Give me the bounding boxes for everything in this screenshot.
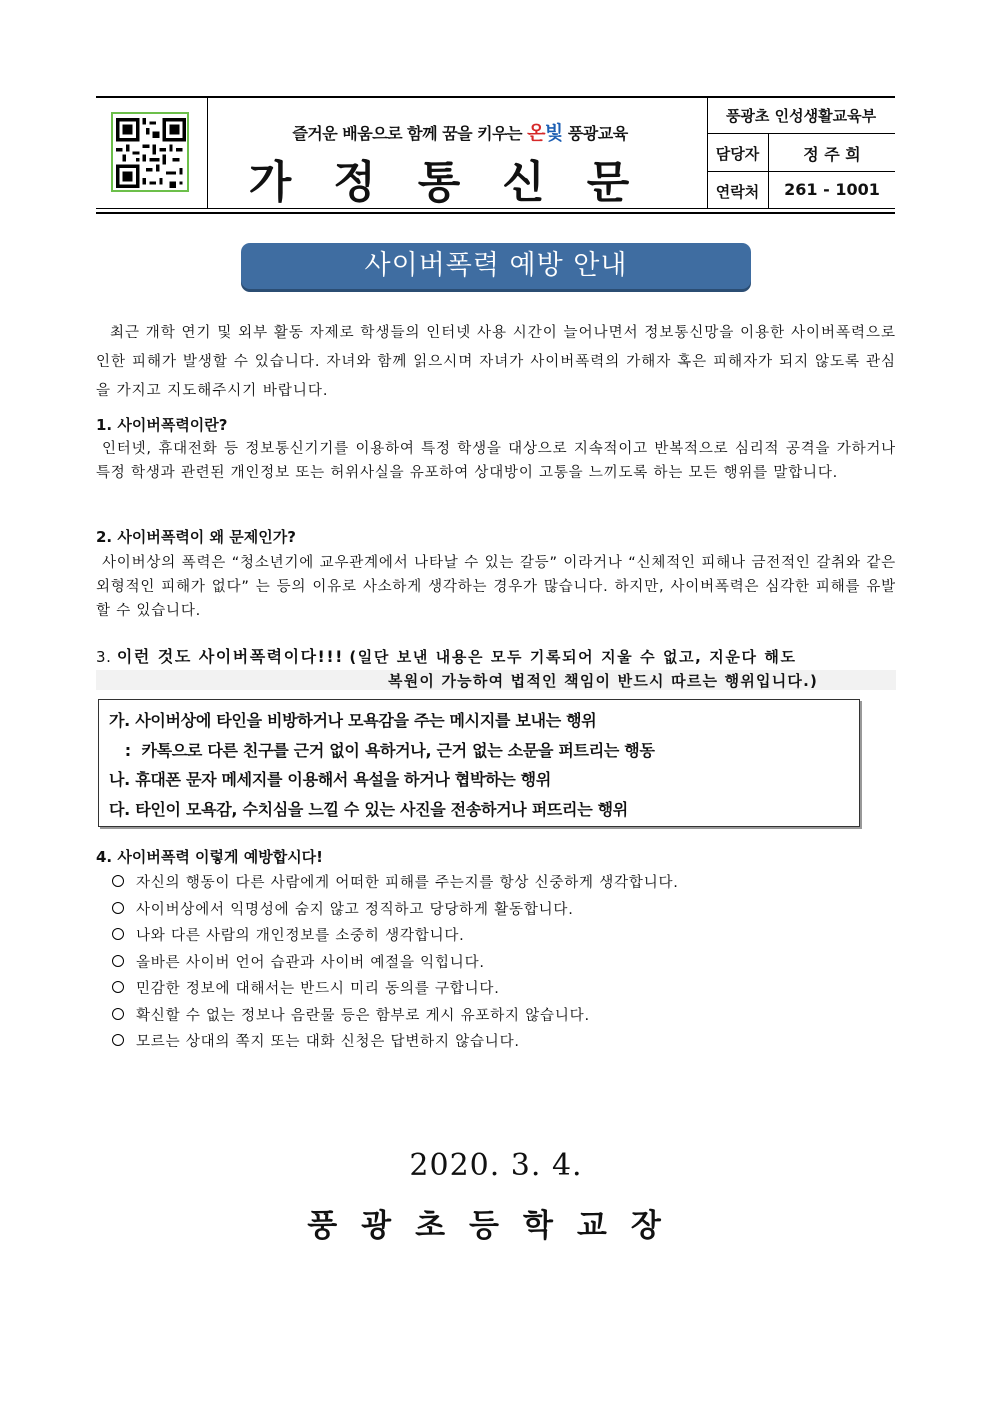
circle-bullet-icon [112,875,124,887]
section-3-note-line2: 복원이 가능하여 법적인 책임이 반드시 따르는 행위입니다.) [388,672,819,690]
slogan-bit: 빛 [544,122,563,144]
tip-item [112,950,679,977]
tip-item [112,897,679,924]
cyber-violence-examples-box [98,699,860,827]
tip-item [112,1003,679,1030]
tip-item [112,923,679,950]
contact-number: 261 - 1001 [784,180,880,199]
header-top-rule [96,96,895,98]
header-dept: 풍광초 인성생활교육부 [725,107,877,125]
slogan-on: 온 [527,122,545,144]
section-3-number: 3. [96,648,117,666]
section-2-body: 사이버상의 폭력은 “청소년기에 교우관계에서 나타날 수 있는 갈등” 이라거나 “신체적인 피해나 금전적인 갈취와 같은 외형적인 피해가 없다” 는 등의 이유로 사소하게 생각하는 경우가 많습니다. 하지만, 사이버폭력은 심각한 피해를 유발할 수 있습니다. [96,555,896,619]
manager-name: 정 주 희 [803,145,861,164]
section-3-note-line1: (일단 보낸 내용은 모두 기록되어 지울 수 없고, 지운다 해도 [349,648,797,666]
header-table-row-rule [707,171,895,172]
manager-label: 담당자 [715,145,760,163]
section-4-heading [96,846,323,867]
example-item: : 카톡으로 다른 친구를 근거 없이 욕하거나, 근거 없는 소문을 퍼트리는 행동 [109,740,655,760]
section-4-number: 4. [96,848,118,866]
header-slogan [220,118,700,145]
example-item: 다. 타인이 모욕감, 수치심을 느낄 수 있는 사진을 전송하거나 퍼뜨리는 행위 [109,799,628,819]
slogan-text-end: 풍광교육 [562,124,628,143]
section-3-title: 이런 것도 사이버폭력이다!!! [116,647,344,666]
section-1-heading [96,414,228,435]
section-3-heading [96,644,898,667]
circle-bullet-icon [112,981,124,993]
section-1-body: 인터넷, 휴대전화 등 정보통신기기를 이용하여 특정 학생을 대상으로 지속적이고 반복적으로 심리적 공격을 가하거나 특정 학생과 관련된 개인정보 또는 허위사실을 유포하여 상대방이 고통을 느끼도록 하는 모든 행위를 말합니다. [96,441,896,481]
section-1-title: 사이버폭력이란? [117,416,228,434]
qr-code-graphic [116,117,186,189]
tip-item [112,870,679,897]
section-2-heading [96,526,296,547]
notice-banner: 사이버폭력 예방 안내 [241,243,751,289]
section-2-number: 2. [96,528,118,546]
tip-text: 민감한 정보에 대해서는 반드시 미리 동의를 구합니다. [136,981,500,997]
section-4-title: 사이버폭력 이렇게 예방합시다! [117,848,324,866]
tip-text: 올바른 사이버 언어 습관과 사이버 예절을 익힙니다. [136,954,485,971]
tip-text: 모르는 상대의 쪽지 또는 대화 신청은 답변하지 않습니다. [136,1034,520,1050]
school-principal-signature: 풍광초등학교장 [307,1208,685,1244]
circle-bullet-icon [112,955,124,967]
contact-label: 연락처 [715,183,760,201]
section-2-title: 사이버폭력이 왜 문제인가? [117,528,296,546]
tip-item [112,976,679,1003]
example-item: 나. 휴대폰 문자 메세지를 이용해서 욕설을 하거나 협박하는 행위 [109,770,551,789]
section-1-number: 1. [96,416,118,434]
circle-bullet-icon [112,1008,124,1020]
header-divider-left [207,97,208,209]
prevention-tips-list [112,870,679,1056]
intro-paragraph: 최근 개학 연기 및 외부 활동 자제로 학생들의 인터넷 사용 시간이 늘어나면서 정보통신망을 이용한 사이버폭력으로 인한 피해가 발생할 수 있습니다. 자녀와 함께 읽으시며 자녀가 사이버폭력의 가해자 혹은 피해자가 되지 않도록 관심을 가지고 지도해주시기 바랍니다. [96,325,896,399]
circle-bullet-icon [112,902,124,914]
header-bottom-rule-thick [96,212,895,214]
circle-bullet-icon [112,1034,124,1046]
page-title: 가정통신문 [248,157,672,208]
tip-text: 사이버상에서 익명성에 숨지 않고 정직하고 당당하게 활동합니다. [136,901,574,918]
qr-code [111,112,189,192]
tip-text: 나와 다른 사람의 개인정보를 소중히 생각합니다. [136,928,465,944]
circle-bullet-icon [112,928,124,940]
example-item: 가. 사이버상에 타인을 비방하거나 모욕감을 주는 메시지를 보내는 행위 [109,711,597,730]
tip-item [112,1029,679,1056]
issue-date: 2020. 3. 4. [409,1148,583,1183]
tip-text: 자신의 행동이 다른 사람에게 어떠한 피해를 주는지를 항상 신중하게 생각합니다. [136,875,679,891]
slogan-text: 즐거운 배움으로 함께 꿈을 키우는 [292,124,528,143]
tip-text: 확신할 수 없는 정보나 음란물 등은 함부로 게시 유포하지 않습니다. [136,1007,590,1024]
header-table-row-rule [707,133,895,134]
